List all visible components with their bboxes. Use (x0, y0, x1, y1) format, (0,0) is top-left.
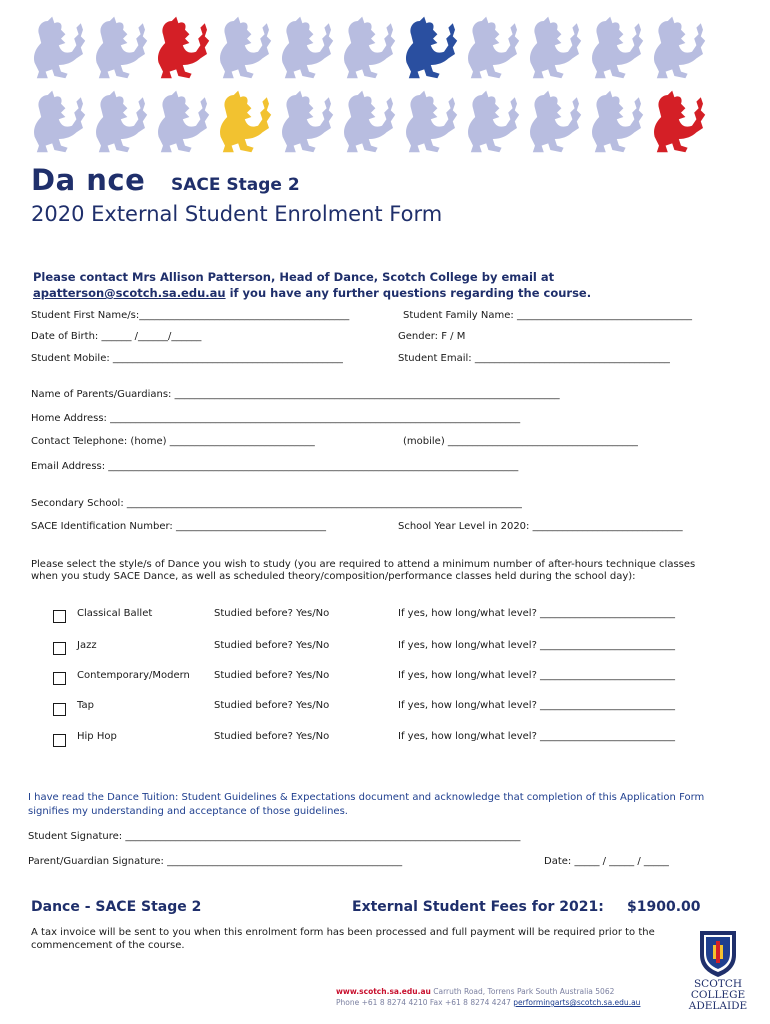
crest-text-college: COLLEGE (690, 989, 746, 1001)
contemporary-checkbox[interactable] (53, 672, 66, 685)
lion-rampant-icon (158, 91, 209, 153)
school-crest-icon (683, 927, 753, 1009)
acknowledgement-line2: signifies my understanding and acceptance of those guidelines. (28, 806, 348, 817)
course-heading: Dance - SACE Stage 2 (31, 899, 202, 915)
family-name-field[interactable]: Student Family Name: ___________________________________ (403, 310, 692, 321)
lion-rampant-icon (592, 17, 643, 79)
lion-rampant-icon (282, 91, 333, 153)
level-field[interactable]: If yes, how long/what level? ___________________________ (398, 731, 676, 742)
home-phone-field[interactable]: Contact Telephone: (home) _____________________________ (31, 436, 315, 447)
studied-before-field[interactable]: Studied before? Yes/No (214, 700, 330, 711)
level-field[interactable]: If yes, how long/what level? ___________________________ (398, 608, 676, 619)
email-address-field[interactable]: Email Address: __________________________________________________________________________________ (31, 461, 519, 472)
fees-label: External Student Fees for 2021: (352, 899, 604, 915)
jazz-checkbox[interactable] (53, 642, 66, 655)
parent-signature-field[interactable]: Parent/Guardian Signature: _______________________________________________ (28, 856, 403, 867)
dance-style-name: Tap (77, 700, 94, 711)
crest-text-scotch: SCOTCH (693, 978, 743, 990)
contact-notice-line1: Please contact Mrs Allison Patterson, Head of Dance, Scotch College by email at (33, 270, 555, 284)
mobile-field[interactable]: Student Mobile: ______________________________________________ (31, 353, 343, 364)
year-level-field[interactable]: School Year Level in 2020: ______________________________ (398, 521, 683, 532)
lion-rampant-icon (344, 17, 395, 79)
lion-rampant-icon (344, 91, 395, 153)
student-signature-field[interactable]: Student Signature: _______________________________________________________________________________ (28, 831, 521, 842)
lion-rampant-icon (406, 17, 457, 79)
crest-text-adelaide: ADELAIDE (688, 1000, 748, 1009)
lion-rampant-icon (406, 91, 457, 153)
studied-before-field[interactable]: Studied before? Yes/No (214, 640, 330, 651)
lion-banner (0, 0, 770, 162)
address-text: Carruth Road, Torrens Park South Australia 5062 (430, 987, 615, 996)
student-email-field[interactable]: Student Email: _______________________________________ (398, 353, 670, 364)
page-subtitle: SACE Stage 2 (171, 175, 300, 195)
contact-email-link[interactable]: apatterson@scotch.sa.edu.au (33, 286, 226, 300)
gender-field[interactable]: Gender: F / M (398, 331, 466, 342)
dance-style-name: Contemporary/Modern (77, 670, 190, 681)
address-line (336, 987, 614, 996)
performing-arts-email-link[interactable]: performingarts@scotch.sa.edu.au (513, 998, 641, 1007)
dance-style-name: Classical Ballet (77, 608, 153, 619)
studied-before-field[interactable]: Studied before? Yes/No (214, 731, 330, 742)
date-field[interactable]: Date: _____ / _____ / _____ (544, 856, 669, 867)
lion-rampant-icon (654, 91, 705, 153)
lion-rampant-icon (468, 91, 519, 153)
lion-rampant-icon (34, 17, 85, 79)
website-link[interactable]: www.scotch.sa.edu.au (336, 987, 431, 996)
tap-checkbox[interactable] (53, 703, 66, 716)
page-title: Da nce (31, 163, 146, 197)
level-field[interactable]: If yes, how long/what level? ___________________________ (398, 670, 676, 681)
lion-rampant-icon (654, 17, 705, 79)
level-field[interactable]: If yes, how long/what level? ___________________________ (398, 700, 676, 711)
secondary-school-field[interactable]: Secondary School: _______________________________________________________________________________ (31, 498, 522, 509)
dob-field[interactable]: Date of Birth: ______ /______/______ (31, 331, 202, 342)
studied-before-field[interactable]: Studied before? Yes/No (214, 670, 330, 681)
invoice-line1: A tax invoice will be sent to you when this enrolment form has been processed and full payment will be required prior to the (31, 927, 655, 938)
form-title: 2020 External Student Enrolment Form (31, 202, 443, 226)
studied-before-field[interactable]: Studied before? Yes/No (214, 608, 330, 619)
lion-rampant-icon (220, 17, 271, 79)
contact-notice-line2 (33, 286, 591, 300)
first-name-field[interactable]: Student First Name/s:__________________________________________ (31, 310, 350, 321)
lion-rampant-icon (530, 91, 581, 153)
styles-intro-line2: when you study SACE Dance, as well as scheduled theory/composition/performance classes held during the school day): (31, 571, 636, 582)
home-address-field[interactable]: Home Address: __________________________________________________________________________________ (31, 413, 521, 424)
styles-intro-line1: Please select the style/s of Dance you wish to study (you are required to attend a minimum number of after-hours technique classes (31, 559, 696, 570)
sace-id-field[interactable]: SACE Identification Number: ______________________________ (31, 521, 326, 532)
phone-line (336, 998, 640, 1007)
lion-rampant-icon (220, 91, 271, 153)
lion-rampant-icon (158, 17, 209, 79)
dance-style-name: Hip Hop (77, 731, 117, 742)
phone-text: Phone +61 8 8274 4210 Fax +61 8 8274 4247 (336, 998, 514, 1007)
mobile-phone-field[interactable]: (mobile) ______________________________________ (403, 436, 638, 447)
lion-rampant-icon (96, 91, 147, 153)
lion-rampant-icon (282, 17, 333, 79)
lion-rampant-icon (468, 17, 519, 79)
invoice-line2: commencement of the course. (31, 940, 185, 951)
lion-rampant-icon (96, 17, 147, 79)
lion-rampant-icon (34, 91, 85, 153)
lion-rampant-icon (530, 17, 581, 79)
level-field[interactable]: If yes, how long/what level? ___________________________ (398, 640, 676, 651)
parents-field[interactable]: Name of Parents/Guardians: _____________________________________________________________________________ (31, 389, 560, 400)
fee-amount: $1900.00 (627, 899, 701, 915)
hip-hop-checkbox[interactable] (53, 734, 66, 747)
lion-rampant-icon (592, 91, 643, 153)
dance-style-name: Jazz (77, 640, 97, 651)
classical-ballet-checkbox[interactable] (53, 610, 66, 623)
contact-notice-rest: if you have any further questions regarding the course. (225, 286, 592, 300)
acknowledgement-line1: I have read the Dance Tuition: Student Guidelines & Expectations document and acknowledge that completion of this Application Form (28, 792, 705, 803)
